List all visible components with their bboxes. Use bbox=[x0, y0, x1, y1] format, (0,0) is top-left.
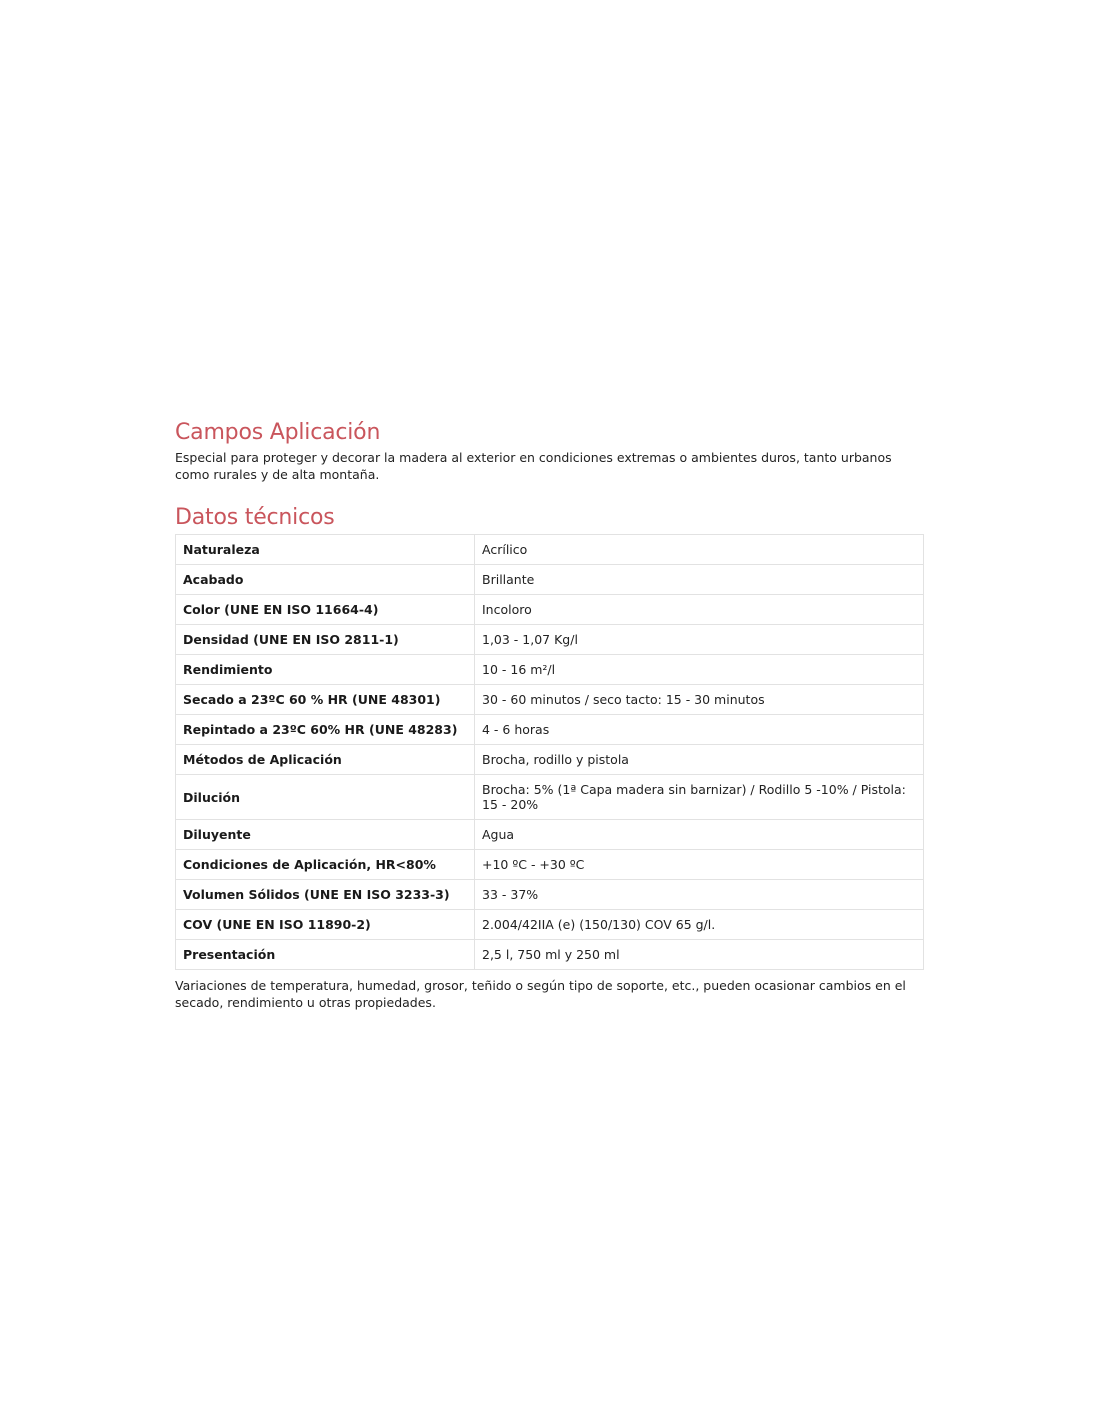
technical-data-table bbox=[175, 534, 924, 970]
row-label-rendimiento: Rendimiento bbox=[176, 655, 475, 685]
row-label-diluyente: Diluyente bbox=[176, 820, 475, 850]
table-row bbox=[176, 655, 924, 685]
row-label-presentacion: Presentación bbox=[176, 940, 475, 970]
row-label-color: Color (UNE EN ISO 11664-4) bbox=[176, 595, 475, 625]
table-row bbox=[176, 880, 924, 910]
row-value-repintado: 4 - 6 horas bbox=[475, 715, 924, 745]
table-row bbox=[176, 535, 924, 565]
table-row bbox=[176, 565, 924, 595]
row-value-volumen-solidos: 33 - 37% bbox=[475, 880, 924, 910]
table-row bbox=[176, 940, 924, 970]
row-label-densidad: Densidad (UNE EN ISO 2811-1) bbox=[176, 625, 475, 655]
table-row bbox=[176, 745, 924, 775]
row-label-volumen-solidos: Volumen Sólidos (UNE EN ISO 3233-3) bbox=[176, 880, 475, 910]
table-row bbox=[176, 820, 924, 850]
row-label-acabado: Acabado bbox=[176, 565, 475, 595]
row-value-cov: 2.004/42IIA (e) (150/130) COV 65 g/l. bbox=[475, 910, 924, 940]
table-row bbox=[176, 910, 924, 940]
row-label-cov: COV (UNE EN ISO 11890-2) bbox=[176, 910, 475, 940]
row-value-densidad: 1,03 - 1,07 Kg/l bbox=[475, 625, 924, 655]
document-content bbox=[175, 418, 924, 1011]
table-row bbox=[176, 685, 924, 715]
row-label-naturaleza: Naturaleza bbox=[176, 535, 475, 565]
table-row bbox=[176, 595, 924, 625]
row-value-rendimiento: 10 - 16 m²/l bbox=[475, 655, 924, 685]
footnote-text: Variaciones de temperatura, humedad, grosor, teñido o según tipo de soporte, etc., pueden ocasionar cambios en el secado, rendimiento u otras propiedades. bbox=[175, 978, 906, 1010]
section-title-campos-aplicacion: Campos Aplicación bbox=[175, 420, 381, 445]
row-value-diluyente: Agua bbox=[475, 820, 924, 850]
table-row bbox=[176, 625, 924, 655]
table-row bbox=[176, 715, 924, 745]
row-label-secado: Secado a 23ºC 60 % HR (UNE 48301) bbox=[176, 685, 475, 715]
row-value-presentacion: 2,5 l, 750 ml y 250 ml bbox=[475, 940, 924, 970]
row-value-color: Incoloro bbox=[475, 595, 924, 625]
section-title-datos-tecnicos: Datos técnicos bbox=[175, 505, 335, 530]
table-row bbox=[176, 775, 924, 820]
row-value-secado: 30 - 60 minutos / seco tacto: 15 - 30 minutos bbox=[475, 685, 924, 715]
campos-aplicacion-text: Especial para proteger y decorar la madera al exterior en condiciones extremas o ambientes duros, tanto urbanos como rurales y de alta montaña. bbox=[175, 450, 892, 482]
row-value-naturaleza: Acrílico bbox=[475, 535, 924, 565]
row-label-dilucion: Dilución bbox=[176, 775, 475, 820]
row-value-condiciones-aplicacion: +10 ºC - +30 ºC bbox=[475, 850, 924, 880]
row-label-repintado: Repintado a 23ºC 60% HR (UNE 48283) bbox=[176, 715, 475, 745]
row-label-condiciones-aplicacion: Condiciones de Aplicación, HR<80% bbox=[176, 850, 475, 880]
row-label-metodos-aplicacion: Métodos de Aplicación bbox=[176, 745, 475, 775]
row-value-dilucion: Brocha: 5% (1ª Capa madera sin barnizar) / Rodillo 5 -10% / Pistola: 15 - 20% bbox=[475, 775, 924, 820]
row-value-metodos-aplicacion: Brocha, rodillo y pistola bbox=[475, 745, 924, 775]
table-row bbox=[176, 850, 924, 880]
row-value-acabado: Brillante bbox=[475, 565, 924, 595]
